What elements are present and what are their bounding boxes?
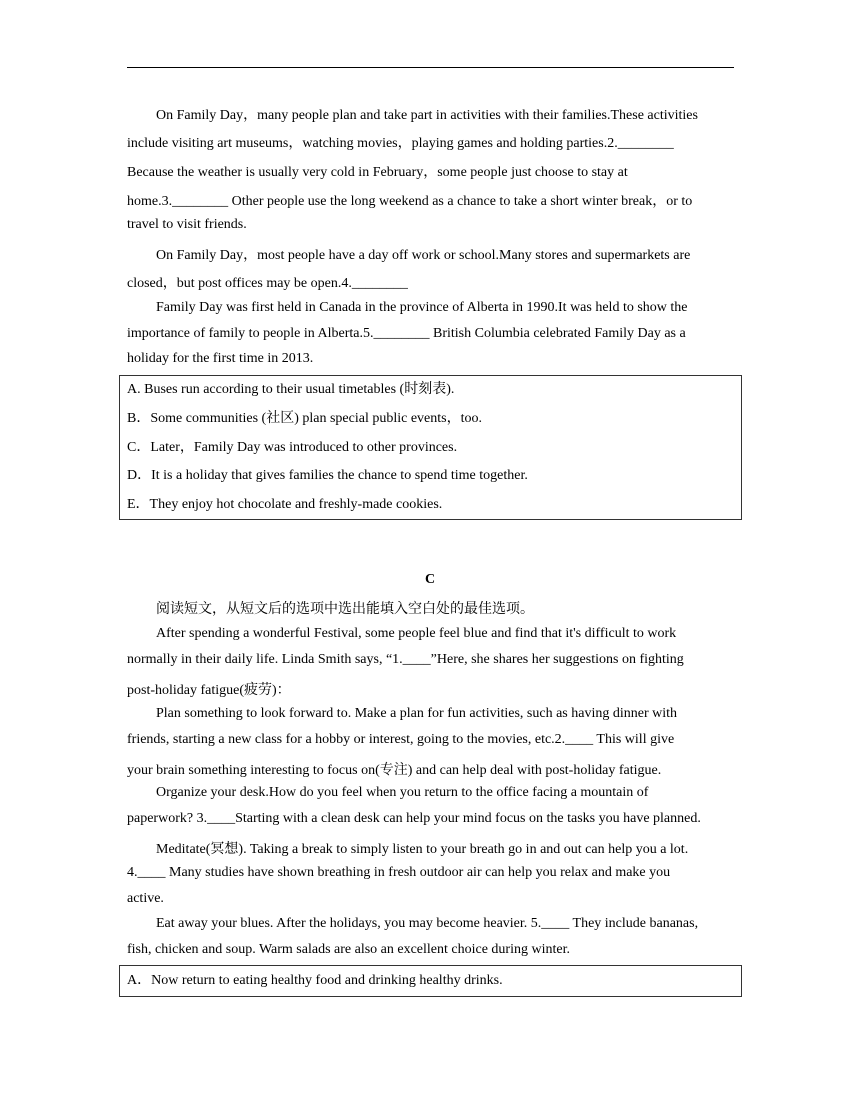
passage-b-p3-line3: holiday for the first time in 2013. (127, 351, 314, 366)
option-c-a: A．Now return to eating healthy food and drinking healthy drinks. (127, 973, 503, 988)
passage-b-p1-line3: Because the weather is usually very cold in February，some people just choose to stay at (127, 165, 628, 180)
passage-c-p1-line3: post-holiday fatigue(疲劳)： (127, 683, 291, 698)
option-b-b: B．Some communities (社区) plan special public events，too. (127, 411, 482, 426)
passage-c-p3-line2: paperwork? 3.____Starting with a clean desk can help your mind focus on the tasks you have planned. (127, 811, 701, 826)
passage-b-p3-line2: importance of family to people in Alberta.5.________ British Columbia celebrated Family Day as a (127, 326, 686, 341)
section-c-instruction: 阅读短文，从短文后的选项中选出能填入空白处的最佳选项。 (156, 602, 534, 617)
passage-b-p1-line1: On Family Day，many people plan and take part in activities with their families.These activities (156, 108, 698, 123)
passage-c-p2-line1: Plan something to look forward to. Make a plan for fun activities, such as having dinner with (156, 706, 678, 721)
passage-c-p5-line1: Eat away your blues. After the holidays, you may become heavier. 5.____ They include bananas, (156, 916, 699, 931)
passage-b-p2-line2: closed，but post offices may be open.4.________ (127, 276, 408, 291)
passage-c-p4-line1: Meditate(冥想). Taking a break to simply listen to your breath go in and out can help you a lot. (156, 842, 689, 857)
header-rule (127, 67, 734, 68)
passage-c-p2-line3: your brain something interesting to focus on(专注) and can help deal with post-holiday fatigue. (127, 763, 662, 778)
option-b-a: A. Buses run according to their usual timetables (时刻表). (127, 382, 455, 397)
passage-b-p2-line1: On Family Day，most people have a day off work or school.Many stores and supermarkets are (156, 248, 691, 263)
option-b-d: D．It is a holiday that gives families the chance to spend time together. (127, 468, 528, 483)
option-b-e: E．They enjoy hot chocolate and freshly-made cookies. (127, 497, 443, 512)
passage-c-p1-line2: normally in their daily life. Linda Smith says, “1.____”Here, she shares her suggestions on fighting (127, 652, 684, 667)
passage-c-p4-line2: 4.____ Many studies have shown breathing in fresh outdoor air can help you relax and make you (127, 865, 671, 880)
option-b-c: C．Later，Family Day was introduced to other provinces. (127, 440, 458, 455)
passage-c-p5-line2: fish, chicken and soup. Warm salads are also an excellent choice during winter. (127, 942, 570, 957)
passage-b-p3-line1: Family Day was first held in Canada in the province of Alberta in 1990.It was held to show the (156, 300, 688, 315)
passage-c-p1-line1: After spending a wonderful Festival, some people feel blue and find that it's difficult to work (156, 626, 677, 641)
passage-c-p4-line3: active. (127, 891, 164, 906)
passage-b-p1-line2: include visiting art museums，watching movies，playing games and holding parties.2.________ (127, 136, 674, 151)
passage-b-p1-line4: home.3.________ Other people use the long weekend as a chance to take a short winter break，or to (127, 194, 693, 209)
passage-b-p1-line5: travel to visit friends. (127, 217, 247, 232)
passage-c-p2-line2: friends, starting a new class for a hobby or interest, going to the movies, etc.2.____ This will give (127, 732, 675, 747)
passage-c-p3-line1: Organize your desk.How do you feel when you return to the office facing a mountain of (156, 785, 649, 800)
section-c-heading: C (424, 572, 436, 587)
